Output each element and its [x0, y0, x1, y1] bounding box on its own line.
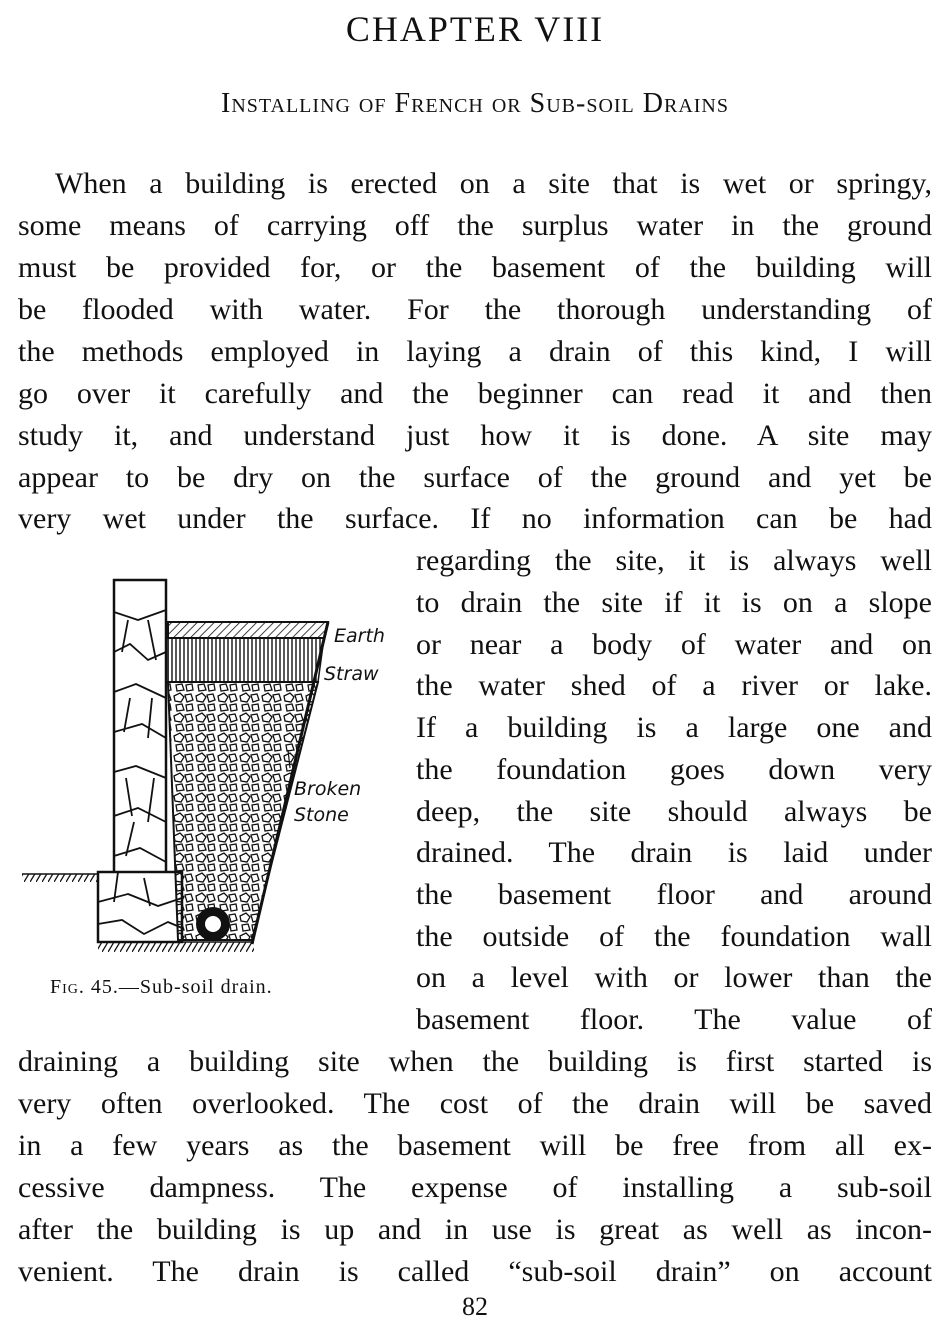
- drain-pipe: [196, 907, 230, 941]
- straw-layer: [168, 638, 324, 682]
- ground-grade-left: [22, 874, 98, 882]
- chapter-title: CHAPTER VIII: [345, 9, 605, 49]
- text-line: When a building is erected on a site that is wet or springy,: [55, 167, 932, 200]
- text-line: cessive dampness. The expense of installing a sub-soil: [18, 1171, 932, 1204]
- text-line: study it, and understand just how it is done. A site may: [18, 419, 932, 452]
- ground-footing: [98, 942, 254, 952]
- text-line: very wet under the surface. If no information can be had: [18, 502, 932, 535]
- subsoil-drain-figure: [18, 572, 408, 1012]
- text-line: regarding the site, it is always well: [416, 544, 932, 577]
- text-line: draining a building site when the building is first started is: [18, 1045, 932, 1078]
- text-line: the water shed of a river or lake.: [416, 669, 932, 702]
- text-line: go over it carefully and the beginner can read it and then: [18, 377, 932, 410]
- text-line: the foundation goes down very: [416, 753, 932, 786]
- page-number: 82: [462, 1292, 488, 1321]
- text-line: be flooded with water. For the thorough understanding of: [18, 293, 932, 326]
- text-line: appear to be dry on the surface of the ground and yet be: [18, 461, 932, 494]
- label-broken: Broken: [294, 778, 362, 800]
- text-line: on a level with or lower than the: [416, 961, 932, 994]
- text-line: to drain the site if it is on a slope: [416, 586, 932, 619]
- text-line: deep, the site should always be: [416, 795, 932, 828]
- text-line: very often overlooked. The cost of the drain will be saved: [18, 1087, 932, 1120]
- text-line: some means of carrying off the surplus water in the ground: [18, 209, 932, 242]
- text-line: drained. The drain is laid under: [416, 836, 932, 869]
- text-line: basement floor. The value of: [416, 1003, 932, 1036]
- text-line: If a building is a large one and: [416, 711, 932, 744]
- section-title: Installing of French or Sub-soil Drains: [221, 88, 729, 119]
- label-earth: Earth: [334, 625, 385, 647]
- text-line: or near a body of water and on: [416, 628, 932, 661]
- earth-layer: [168, 622, 328, 638]
- figure-caption-number: Fig. 45.: [50, 976, 119, 998]
- label-stone: Stone: [294, 804, 349, 826]
- text-line: in a few years as the basement will be free from all ex-: [18, 1129, 932, 1162]
- text-line: the basement floor and around: [416, 878, 932, 911]
- text-line: venient. The drain is called “sub-soil drain” on account: [18, 1255, 932, 1288]
- label-straw: Straw: [324, 663, 379, 685]
- text-line: must be provided for, or the basement of the building will: [18, 251, 932, 284]
- text-line: the outside of the foundation wall: [416, 920, 932, 953]
- text-line: the methods employed in laying a drain of this kind, I will: [18, 335, 932, 368]
- text-line: after the building is up and in use is great as well as incon-: [18, 1213, 932, 1246]
- figure-caption-text: —Sub-soil drain.: [118, 976, 273, 998]
- figure-caption: [50, 976, 380, 999]
